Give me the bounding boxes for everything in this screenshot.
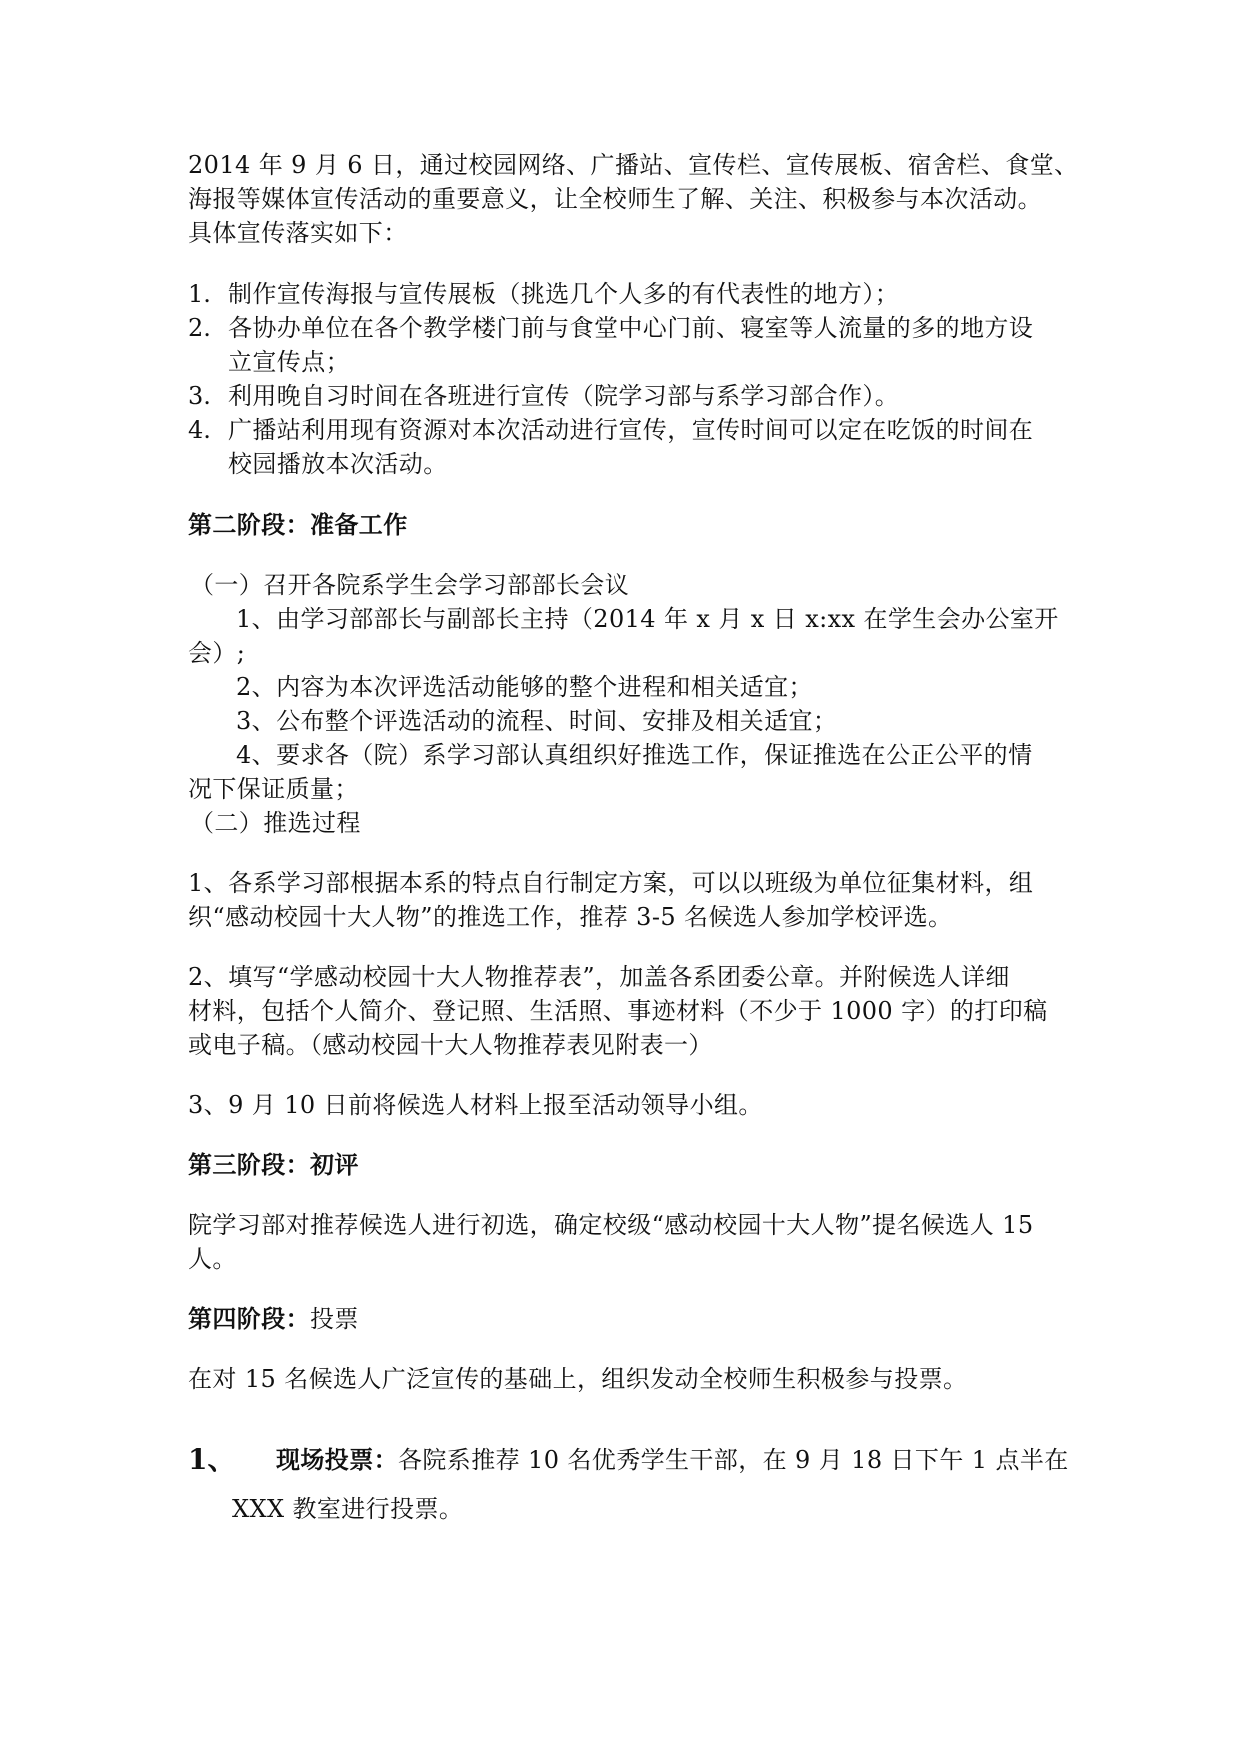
stage2-p1-line1: 1、各系学习部根据本系的特点自行制定方案，可以以班级为单位征集材料，组 [188, 869, 1034, 897]
vote-line-2: XXX 教室进行投票。 [232, 1495, 464, 1523]
stage2-sub1: （一）召开各院系学生会学习部部长会议 [190, 571, 630, 599]
stage4-paragraph: 在对 15 名候选人广泛宣传的基础上，组织发动全校师生积极参与投票。 [188, 1365, 968, 1393]
intro-line-2: 海报等媒体宣传活动的重要意义，让全校师生了解、关注、积极参与本次活动。 [188, 185, 1042, 213]
list-item-text: 校园播放本次活动。 [228, 450, 448, 478]
stage2-p2-line2: 材料，包括个人简介、登记照、生活照、事迹材料（不少于 1000 字）的打印稿 [188, 997, 1048, 1025]
stage2-p2-line3: 或电子稿。（感动校园十大人物推荐表见附表一） [188, 1031, 713, 1059]
list-number: 1. [188, 280, 211, 308]
stage2-p2-line1: 2、填写“学感动校园十大人物推荐表”，加盖各系团委公章。并附候选人详细 [188, 963, 1010, 991]
stage4-heading [188, 1302, 1058, 1336]
stage4-heading-bold: 第四阶段： [188, 1304, 310, 1333]
list-item-text: 立宣传点； [228, 348, 350, 376]
stage2-item2: 2、内容为本次评选活动能够的整个进程和相关适宜； [236, 673, 813, 701]
stage2-item1-line2: 会）; [188, 639, 246, 667]
stage2-item4-line1: 4、要求各（院）系学习部认真组织好推选工作，保证推选在公正公平的情 [236, 741, 1033, 769]
stage3-line1: 院学习部对推荐候选人进行初选，确定校级“感动校园十大人物”提名候选人 15 [188, 1211, 1034, 1239]
stage2-item1-line1: 1、由学习部部长与副部长主持（2014 年 x 月 x 日 x:xx 在学生会办公室开 [236, 605, 1059, 633]
stage3-heading: 第三阶段：初评 [188, 1150, 359, 1179]
list-number: 3. [188, 382, 211, 410]
stage3-line2: 人。 [188, 1245, 237, 1273]
intro-line-1: 2014 年 9 月 6 日，通过校园网络、广播站、宣传栏、宣传展板、宿舍栏、食堂、 [188, 151, 1079, 179]
list-item-text: 各协办单位在各个教学楼门前与食堂中心门前、寝室等人流量的多的地方设 [228, 314, 1034, 342]
stage2-p1-line2: 织“感动校园十大人物”的推选工作，推荐 3-5 名候选人参加学校评选。 [188, 903, 953, 931]
stage4-heading-rest: 投票 [310, 1305, 359, 1333]
stage2-p3: 3、9 月 10 日前将候选人材料上报至活动领导小组。 [188, 1091, 763, 1119]
list-item-text: 广播站利用现有资源对本次活动进行宣传，宣传时间可以定在吃饭的时间在 [228, 416, 1034, 444]
stage2-heading: 第二阶段：准备工作 [188, 510, 408, 539]
list-item-text: 制作宣传海报与宣传展板（挑选几个人多的有代表性的地方）； [228, 280, 900, 308]
intro-line-3: 具体宣传落实如下： [188, 219, 408, 247]
vote-number: 1、 [188, 1443, 236, 1476]
list-number: 4. [188, 416, 211, 444]
stage2-item3: 3、公布整个评选活动的流程、时间、安排及相关适宜； [236, 707, 838, 735]
vote-line-1 [276, 1443, 1146, 1477]
vote-label: 现场投票： [276, 1445, 398, 1474]
stage2-item4-line2: 况下保证质量； [188, 775, 359, 803]
stage2-sub2: （二）推选过程 [190, 809, 361, 837]
list-number: 2. [188, 314, 211, 342]
list-item-text: 利用晚自习时间在各班进行宣传（院学习部与系学习部合作）。 [228, 382, 900, 410]
vote-text: 各院系推荐 10 名优秀学生干部，在 9 月 18 日下午 1 点半在 [398, 1446, 1069, 1474]
